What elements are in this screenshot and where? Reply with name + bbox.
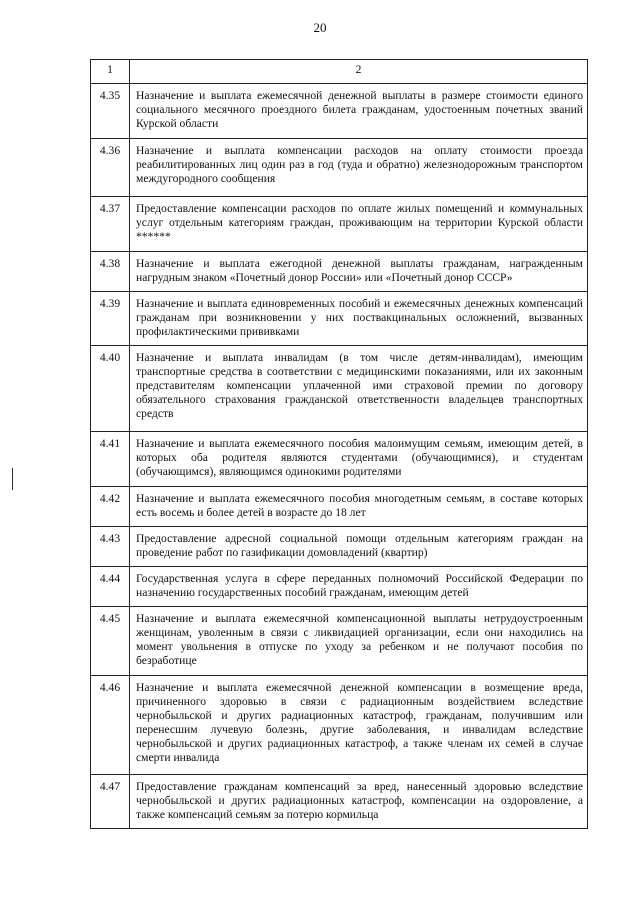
row-text: Предоставление адресной социальной помощи отдельным категориям граждан на проведение работ по газификации домовладений (квартир) [130,527,588,567]
row-text: Назначение и выплата ежемесячной компенсационной выплаты нетрудоустроенным женщинам, уволенным в связи с ликвидацией организации, если они находились на момент увольнения в отпуске по уходу за ребенком и не получают пособия по безработице [130,607,588,676]
row-number: 4.47 [91,775,130,829]
table-row [91,432,588,487]
row-text: Назначение и выплата ежемесячной денежной компенсации в возмещение вреда, причиненного здоровью в связи с радиационным воздействием вследствие чернобыльской и других радиационных катастроф, гражданам, получившим или перенесшим лучевую болезнь, другие заболевания, и инвалидам вследствие чернобыльской и других радиационных катастроф, а также членам их семей в случае смерти инвалида [130,676,588,775]
table-row [91,607,588,676]
table-row [91,567,588,607]
row-text: Назначение и выплата ежемесячной денежной выплаты в размере стоимости единого социального месячного проездного билета гражданам, удостоенным почетных званий Курской области [130,84,588,139]
table-header-row [91,60,588,84]
row-text: Назначение и выплата инвалидам (в том числе детям-инвалидам), имеющим транспортные средства в соответствии с медицинскими показаниями, или их законным представителям компенсации уплаченной ими страховой премии по договору обязательного страхования гражданской ответственности владельцев транспортных средств [130,346,588,432]
row-number: 4.46 [91,676,130,775]
row-number: 4.41 [91,432,130,487]
table-row [91,292,588,346]
header-col-description: 2 [130,60,588,84]
page-number: 20 [313,20,327,35]
table-row [91,346,588,432]
row-text: Назначение и выплата ежемесячного пособия многодетным семьям, в составе которых есть восемь и более детей в возрасте до 18 лет [130,487,588,527]
table-row [91,84,588,139]
row-text: Назначение и выплата ежемесячного пособия малоимущим семьям, имеющим детей, в которых оба родителя являются студентами (обучающимися), и студентам (обучающимся), являющимся одинокими родителями [130,432,588,487]
table-row [91,676,588,775]
row-number: 4.43 [91,527,130,567]
row-number: 4.42 [91,487,130,527]
row-number: 4.44 [91,567,130,607]
row-number: 4.38 [91,252,130,292]
table-row [91,252,588,292]
row-text: Государственная услуга в сфере переданных полномочий Российской Федерации по назначению государственных пособий гражданам, имеющим детей [130,567,588,607]
row-text: Назначение и выплата компенсации расходов на оплату стоимости проезда реабилитированных лиц один раз в год (туда и обратно) железнодорожным транспортом междугородного сообщения [130,139,588,197]
row-number: 4.35 [91,84,130,139]
table-row [91,527,588,567]
row-number: 4.40 [91,346,130,432]
row-number: 4.36 [91,139,130,197]
margin-mark [12,468,13,490]
row-text: Предоставление гражданам компенсаций за вред, нанесенный здоровью вследствие чернобыльской и других радиационных катастроф, компенсации на оздоровление, а также компенсаций семьям за потерю кормильца [130,775,588,829]
row-number: 4.39 [91,292,130,346]
row-number: 4.45 [91,607,130,676]
table-row [91,197,588,252]
table-row [91,775,588,829]
row-text: Назначение и выплата ежегодной денежной выплаты гражданам, награжденным нагрудным знаком «Почетный донор России» или «Почетный донор СССР» [130,252,588,292]
row-text: Предоставление компенсации расходов по оплате жилых помещений и коммунальных услуг отдельным категориям граждан, проживающим на территории Курской области ****** [130,197,588,252]
header-col-number: 1 [91,60,130,84]
row-text: Назначение и выплата единовременных пособий и ежемесячных денежных компенсаций гражданам при возникновении у них поствакцинальных осложнений, вызванных профилактическими прививками [130,292,588,346]
table-row [91,139,588,197]
services-table [90,59,588,829]
table-row [91,487,588,527]
row-number: 4.37 [91,197,130,252]
